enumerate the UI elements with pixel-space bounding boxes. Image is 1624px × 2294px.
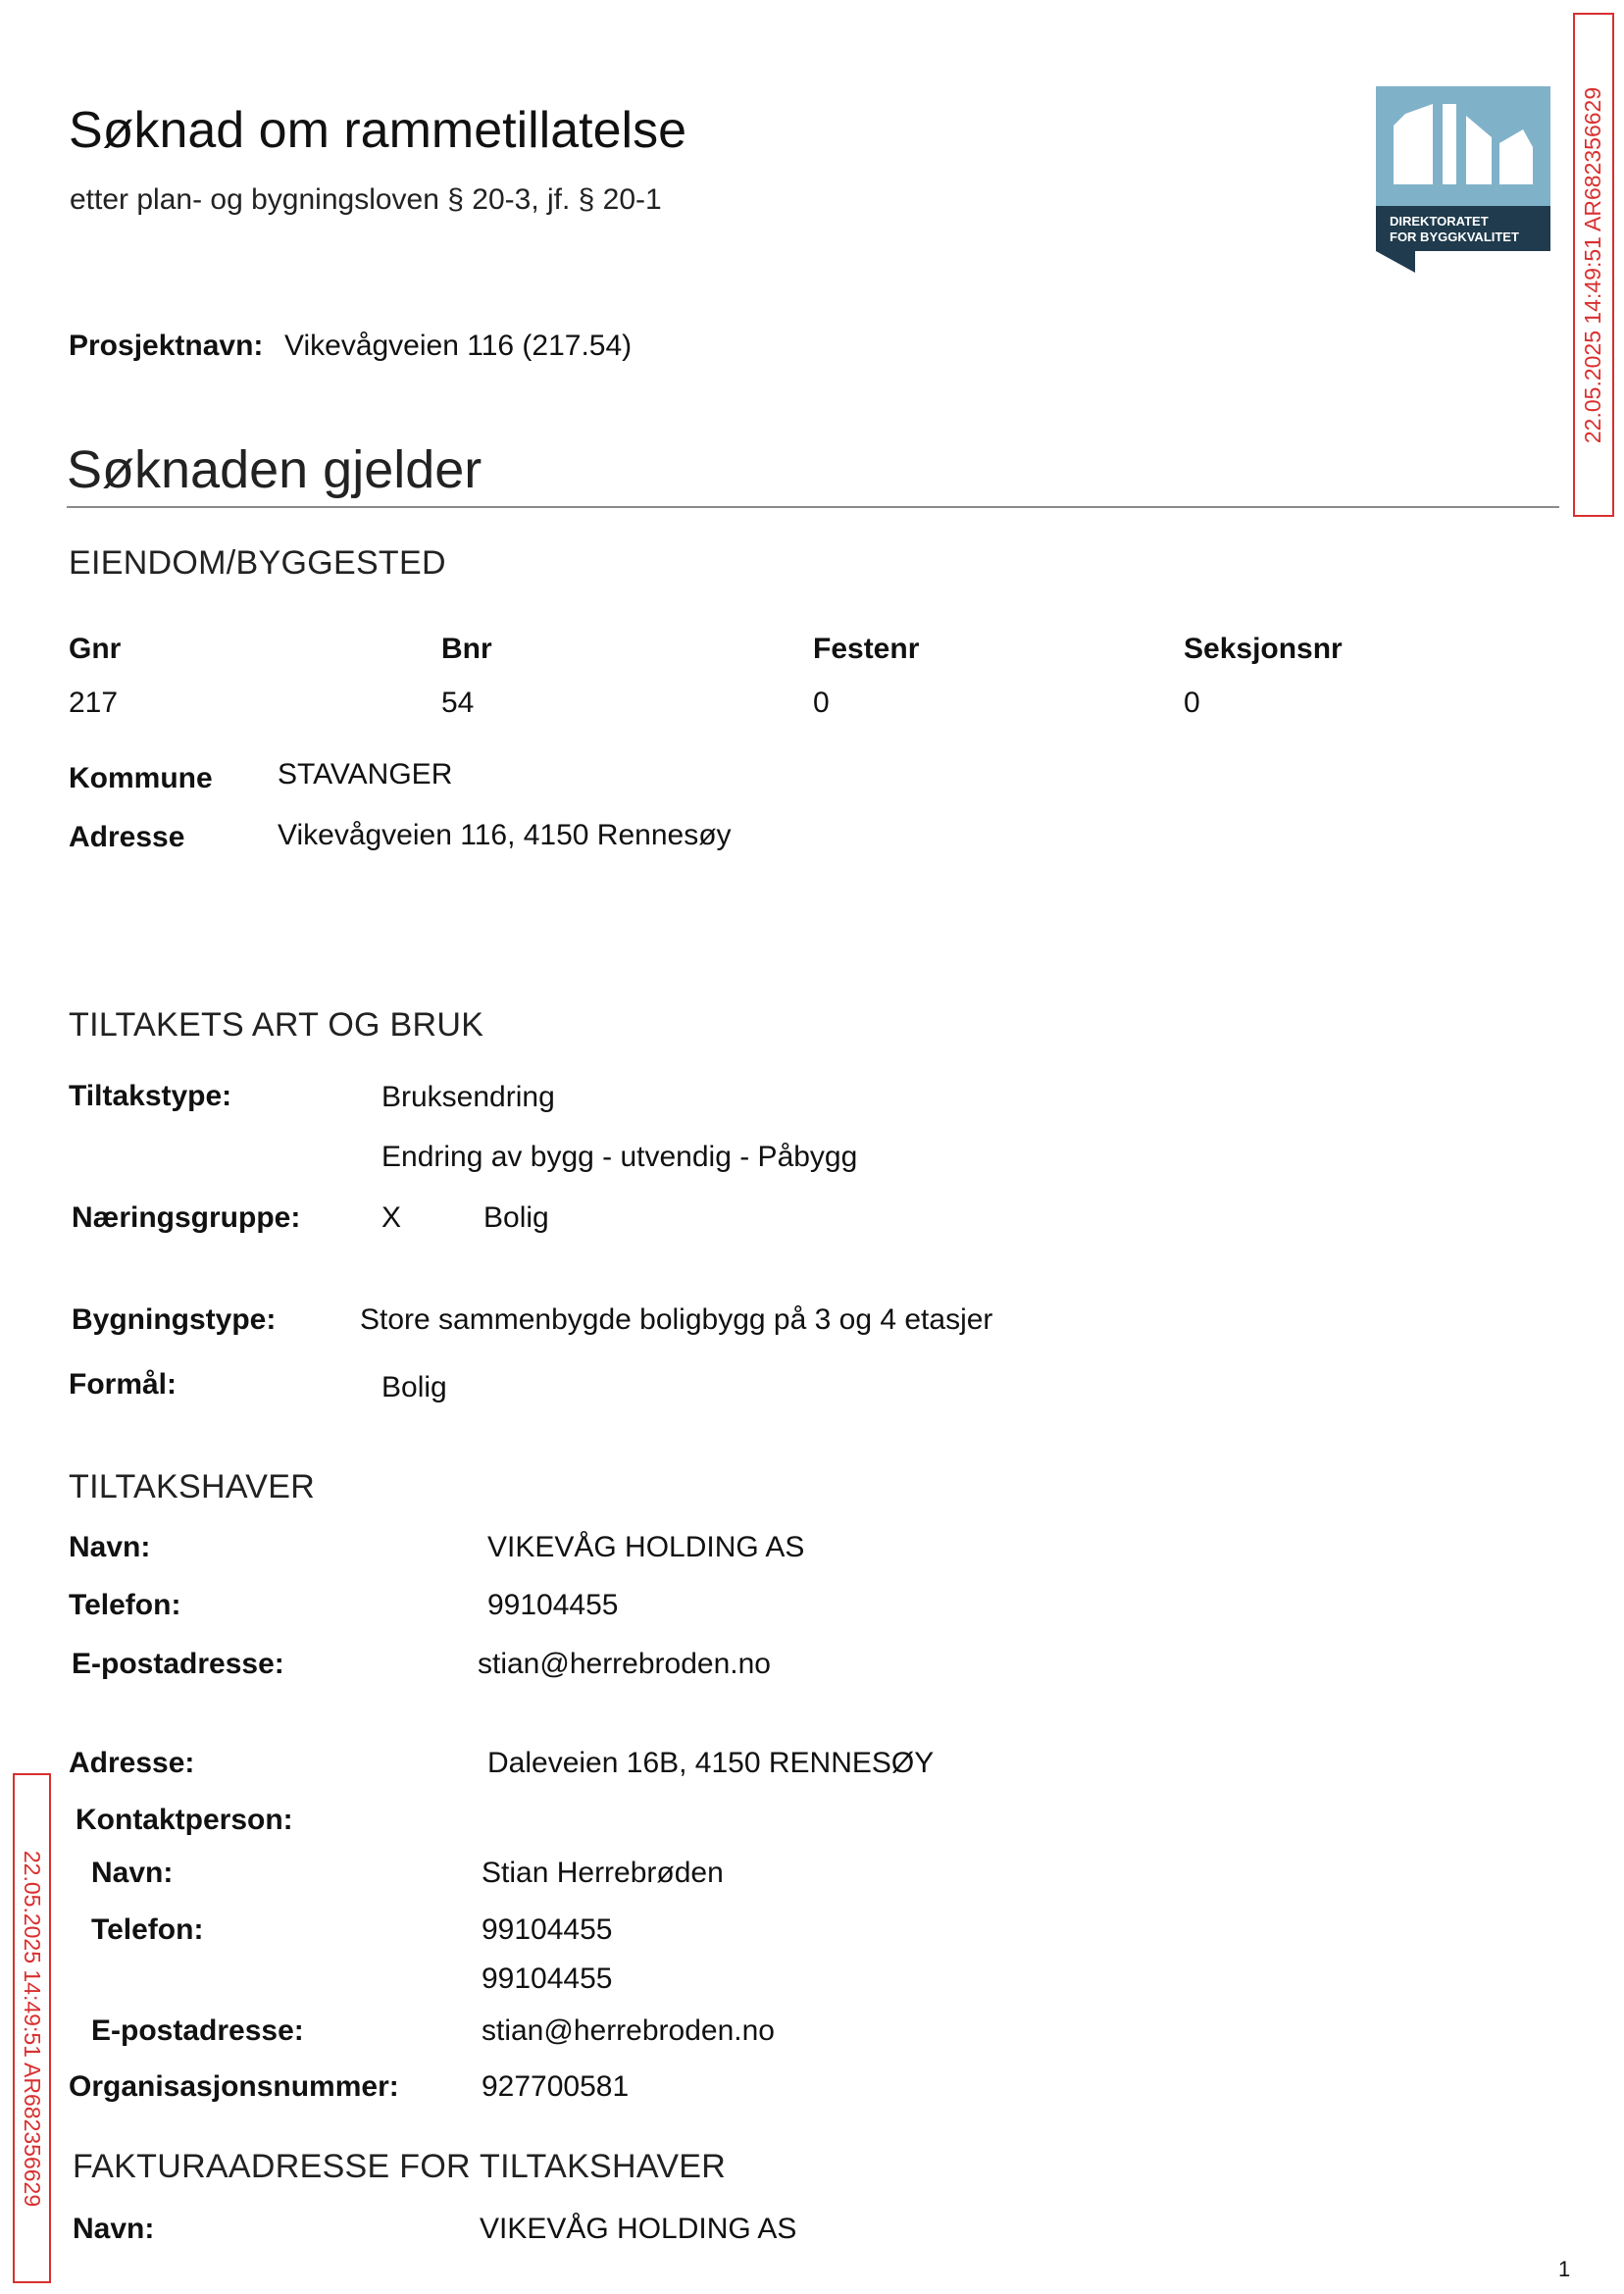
tiltakstype-label: Tiltakstype: [69, 1080, 232, 1112]
adresse-label: Adresse [69, 821, 185, 853]
timestamp-stamp-right [1573, 13, 1614, 517]
kommune-value: STAVANGER [278, 758, 453, 790]
gnr-value: 217 [69, 687, 119, 719]
seksjonsnr-value: 0 [1184, 687, 1200, 719]
document-subtitle: etter plan- og bygningsloven § 20-3, jf. § 20-1 [70, 183, 662, 216]
logo-text-line1: DIREKTORATET [1390, 214, 1489, 229]
tiltakstype-value-2: Endring av bygg - utvendig - Påbygg [381, 1141, 858, 1173]
orgnr-label: Organisasjonsnummer: [69, 2070, 399, 2103]
tiltakshaver-adresse-label: Adresse: [69, 1747, 195, 1779]
kontakt-navn-value: Stian Herrebrøden [482, 1857, 724, 1889]
kontakt-epost-value: stian@herrebroden.no [482, 2014, 775, 2047]
tiltakshaver-telefon-value: 99104455 [487, 1589, 619, 1621]
bnr-label: Bnr [441, 633, 492, 665]
page-number: 1 [1558, 2257, 1571, 2281]
dibk-logo [1376, 86, 1550, 273]
project-name-label: Prosjektnavn: [69, 330, 264, 362]
kontakt-epost-label: E-postadresse: [91, 2014, 304, 2047]
kontakt-telefon-value: 99104455 [482, 1913, 613, 1946]
tiltakshaver-navn-label: Navn: [69, 1531, 151, 1563]
seksjonsnr-label: Seksjonsnr [1184, 633, 1343, 665]
tiltakshaver-epost-value: stian@herrebroden.no [478, 1648, 771, 1680]
stamp-text: 22.05.2025 14:49:51 AR682356629 [20, 1850, 46, 2207]
logo-bottom-panel [1376, 206, 1550, 251]
kontakt-telefon-label: Telefon: [91, 1913, 204, 1946]
kontakt-telefon-value-2: 99104455 [482, 1963, 613, 1995]
tiltakstype-value-1: Bruksendring [381, 1081, 555, 1113]
section-divider [67, 506, 1559, 508]
logo-building-2 [1443, 104, 1456, 184]
bnr-value: 54 [441, 687, 475, 719]
section-title: Søknaden gjelder [67, 440, 482, 499]
adresse-value: Vikevågveien 116, 4150 Rennesøy [278, 819, 732, 851]
timestamp-stamp-left [13, 1773, 51, 2283]
kontakt-navn-label: Navn: [91, 1857, 174, 1889]
gnr-label: Gnr [69, 633, 122, 665]
faktura-heading: FAKTURAADRESSE FOR TILTAKSHAVER [73, 2148, 727, 2185]
formaal-label: Formål: [69, 1368, 178, 1401]
logo-tab [1376, 251, 1415, 273]
naeringsgruppe-label: Næringsgruppe: [72, 1201, 301, 1234]
kontaktperson-label: Kontaktperson: [76, 1804, 293, 1836]
tiltakshaver-epost-label: E-postadresse: [72, 1648, 284, 1680]
bygningstype-value: Store sammenbygde boligbygg på 3 og 4 etasjer [360, 1303, 993, 1336]
naeringsgruppe-value: Bolig [483, 1201, 549, 1234]
formaal-value: Bolig [381, 1371, 447, 1403]
tiltakshaver-navn-value: VIKEVÅG HOLDING AS [487, 1531, 805, 1563]
project-name-value: Vikevågveien 116 (217.54) [284, 330, 633, 362]
naeringsgruppe-code: X [381, 1201, 402, 1234]
orgnr-value: 927700581 [482, 2070, 630, 2103]
faktura-navn-label: Navn: [73, 2213, 155, 2245]
festenr-label: Festenr [813, 633, 920, 665]
document-title: Søknad om rammetillatelse [69, 102, 686, 159]
tiltakshaver-adresse-value: Daleveien 16B, 4150 RENNESØY [487, 1747, 935, 1779]
eiendom-heading: EIENDOM/BYGGESTED [69, 544, 446, 582]
festenr-value: 0 [813, 687, 830, 719]
stamp-text: 22.05.2025 14:49:51 AR682356629 [1580, 86, 1606, 443]
faktura-navn-value: VIKEVÅG HOLDING AS [480, 2213, 797, 2245]
tiltak-heading: TILTAKETS ART OG BRUK [69, 1006, 484, 1044]
kommune-label: Kommune [69, 762, 213, 794]
logo-text-line2: FOR BYGGKVALITET [1390, 229, 1519, 244]
bygningstype-label: Bygningstype: [72, 1303, 277, 1336]
tiltakshaver-telefon-label: Telefon: [69, 1589, 181, 1621]
tiltakshaver-heading: TILTAKSHAVER [69, 1468, 316, 1505]
